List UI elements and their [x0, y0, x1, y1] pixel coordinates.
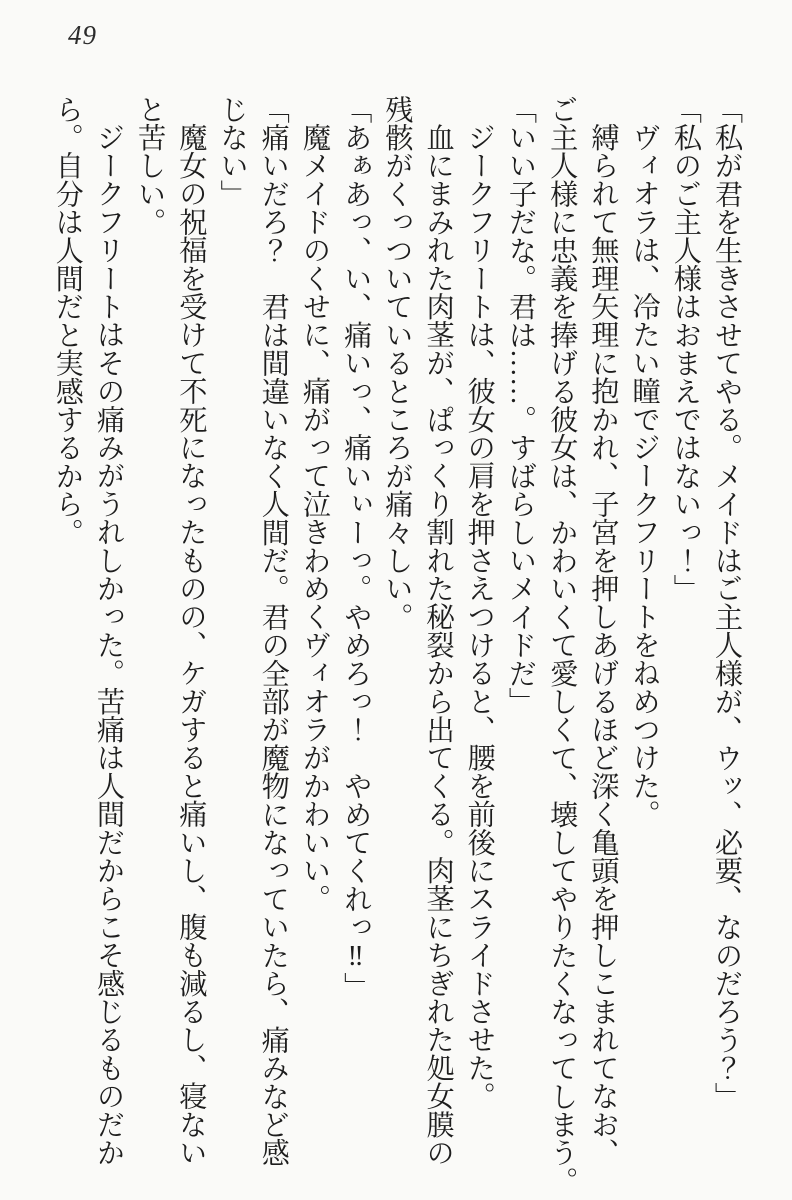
page-number: 49 [68, 20, 97, 50]
text-column: 残骸がくっついているところが痛々しい。 [381, 95, 413, 631]
text-column: ご主人様に忠義を捧げる彼女は、かわいくて愛しくて、壊してやりたくなってしまう。 [546, 95, 578, 1195]
text-column: 「いい子だな。君は……。すばらしいメイドだ」 [504, 95, 536, 716]
text-column: 「私が君を生きさせてやる。メイドはご主人様が、ウッ、必要、なのだろう？」 [711, 95, 742, 1111]
text-column: じない」 [216, 95, 248, 208]
text-column: 縛られて無理矢理に抱かれ、子宮を押しあげるほど深く亀頭を押しこまれてなお、 [587, 123, 619, 1167]
text-column: 「痛いだろ？ 君は間違いなく人間だ。君の全部が魔物になっていたら、痛みなど感 [257, 95, 289, 1167]
text-column: 魔女の祝福を受けて不死になったものの、ケガすると痛いし、腹も減るし、寝ない [175, 123, 207, 1167]
text-column: ら。自分は人間だと実感するから。 [51, 95, 83, 547]
text-column: 「私のご主人様はおまえではないっ！」 [669, 95, 701, 603]
text-column: と苦しい。 [134, 95, 166, 236]
vertical-text-area [47, 95, 747, 1195]
text-column: ジークフリートはその痛みがうれしかった。苦痛は人間だからこそ感じるものだか [92, 123, 124, 1167]
text-column: 魔メイドのくせに、痛がって泣きわめくヴィオラがかわいい。 [298, 123, 330, 913]
text-column: ジークフリートは、彼女の肩を押さえつけると、腰を前後にスライドさせた。 [463, 123, 495, 1111]
text-column: 「あぁあっ、い、痛いっ、痛いぃーっ。やめろっ！ やめてくれっ‼」 [340, 95, 372, 1001]
text-column: ヴィオラは、冷たい瞳でジークフリートをねめつけた。 [628, 123, 660, 829]
text-column: 血にまみれた肉茎が、ぱっくり割れた秘裂から出てくる。肉茎にちぎれた処女膜の [422, 123, 454, 1167]
